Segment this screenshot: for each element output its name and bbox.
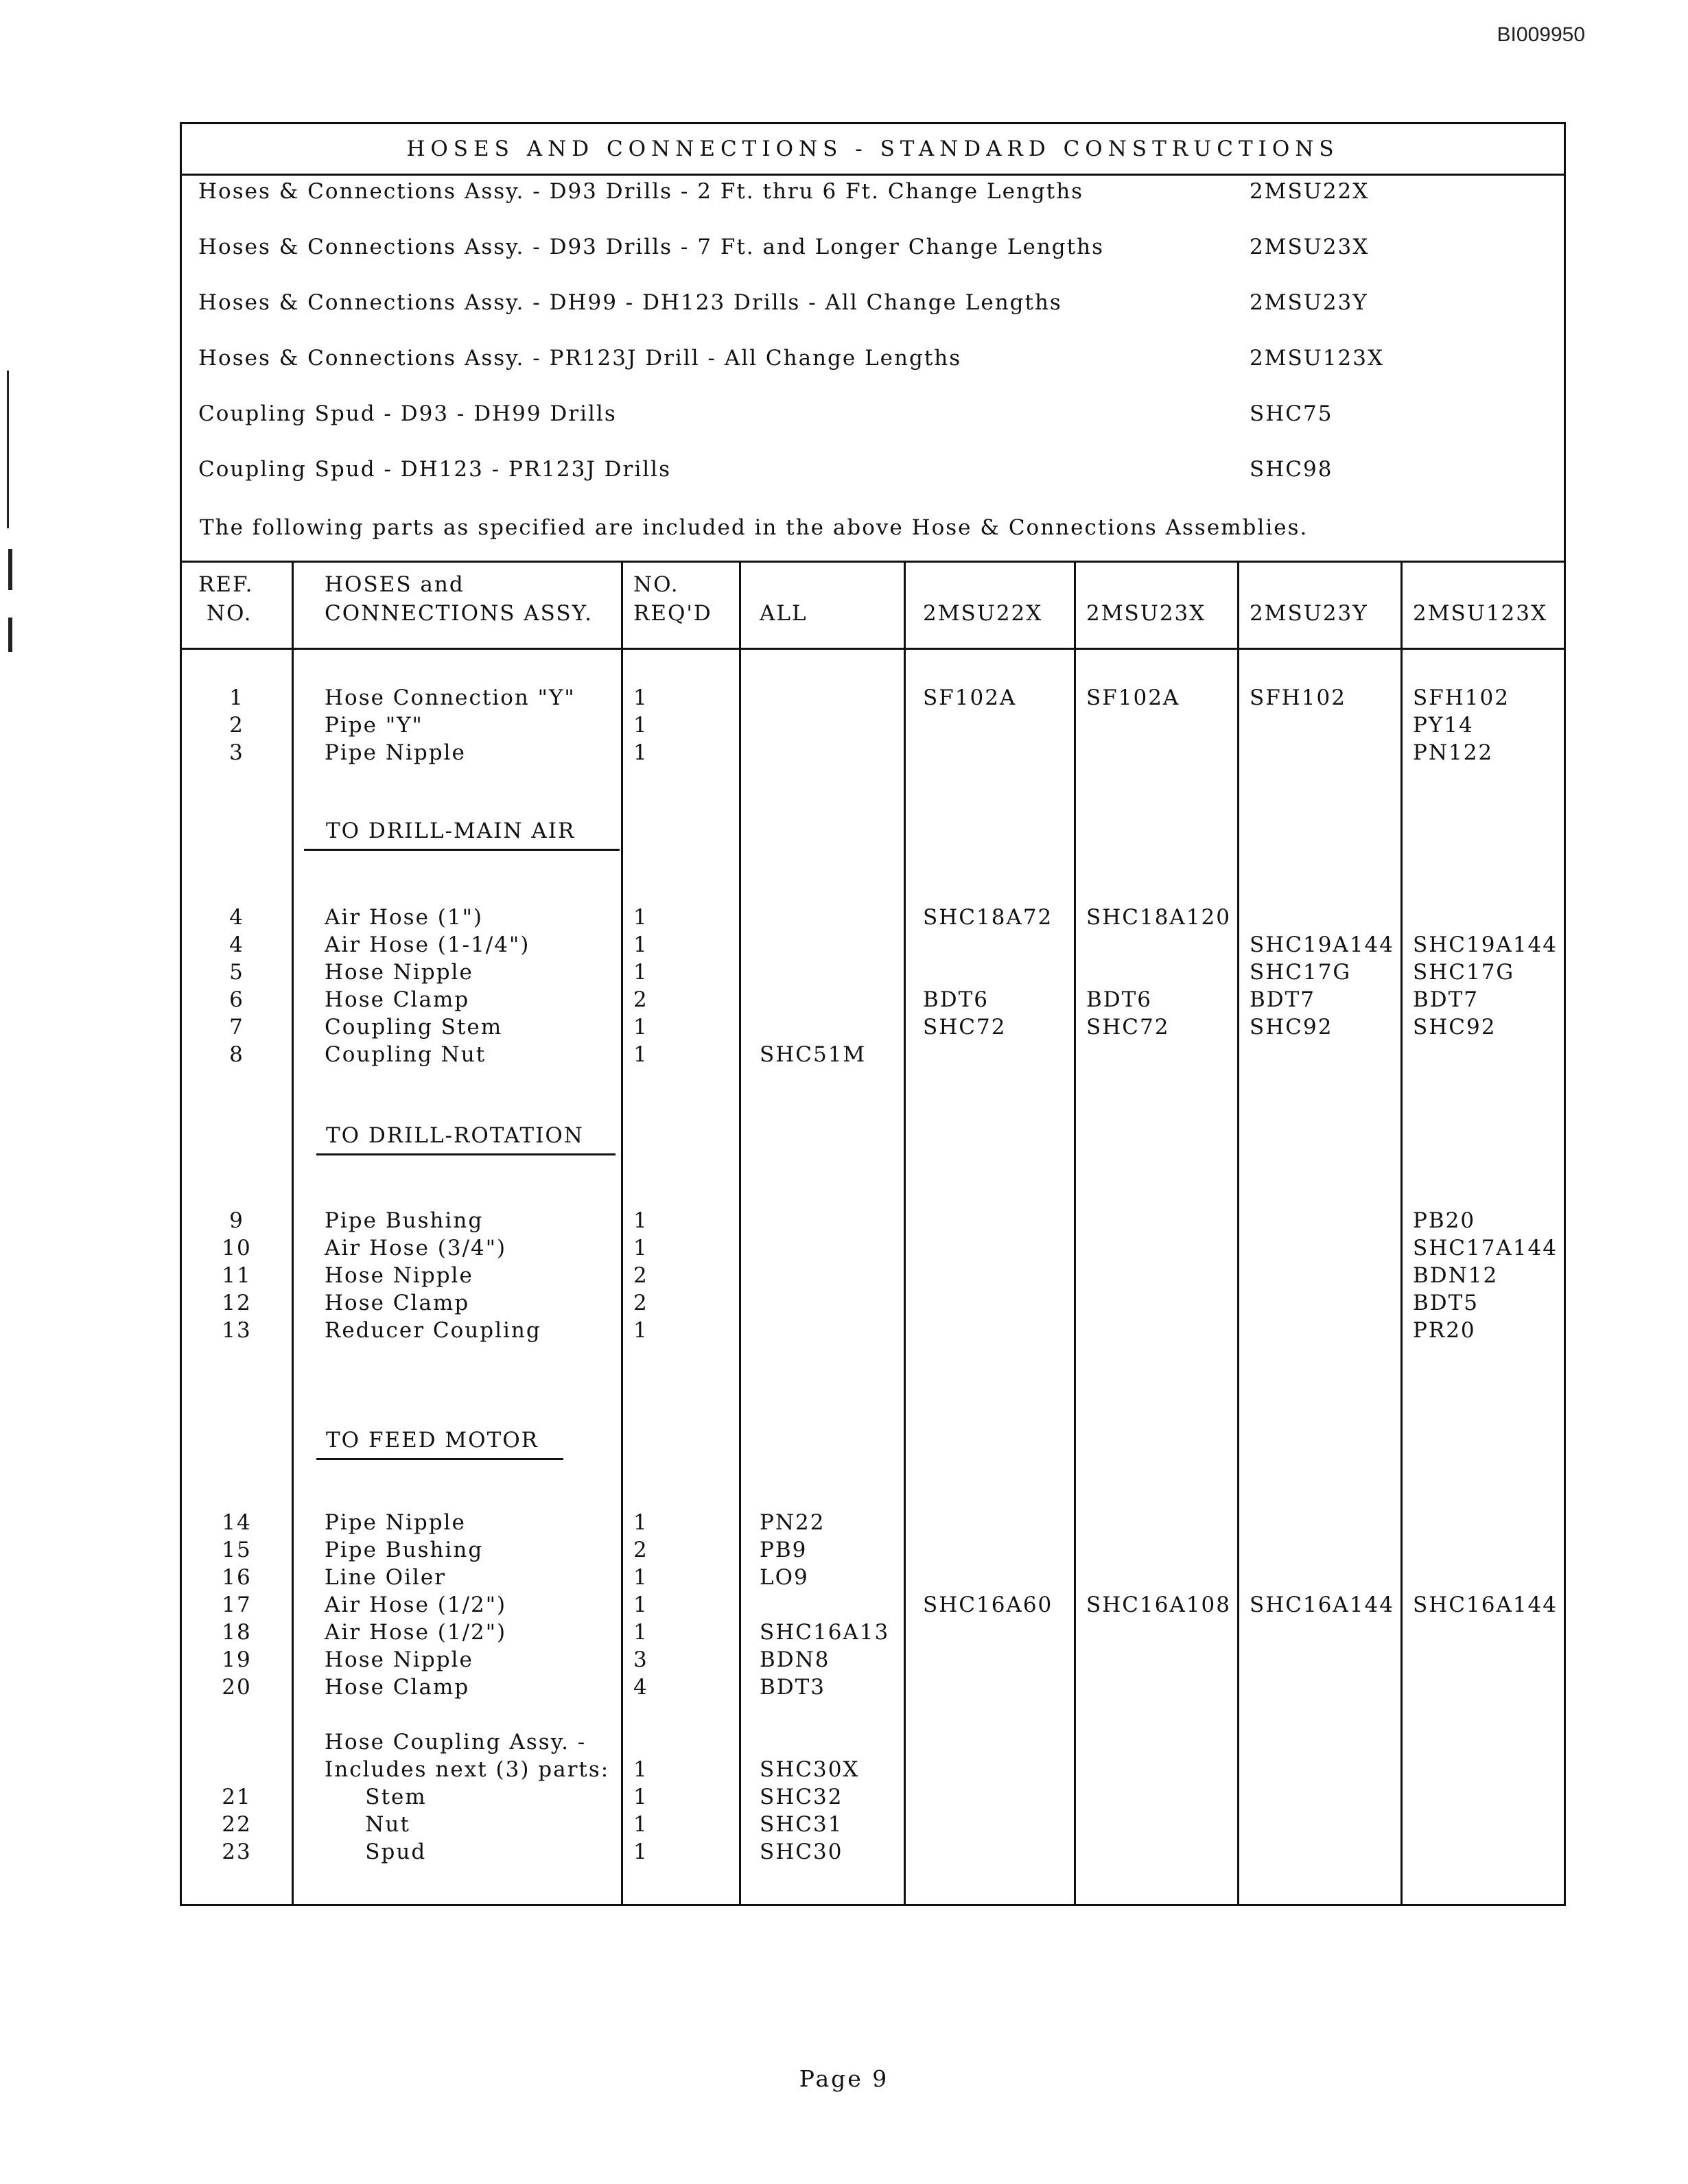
- header-all: ALL: [760, 601, 808, 626]
- assembly-code: 2MSU123X: [1250, 346, 1385, 371]
- quantity-cell: 4: [633, 1675, 648, 1700]
- part-name-cell: Pipe Bushing: [325, 1208, 484, 1233]
- part-name-cell: Air Hose (1/2"): [325, 1593, 507, 1617]
- column-divider: [1074, 561, 1076, 1904]
- assembly-row: [198, 346, 1543, 373]
- 2msu23x-part-cell: SHC72: [1086, 1015, 1170, 1040]
- all-models-part-cell: BDN8: [760, 1647, 830, 1672]
- all-models-part-cell: SHC31: [760, 1812, 843, 1837]
- ref-number-cell: 12: [222, 1291, 252, 1315]
- part-name-cell: Air Hose (1/2"): [325, 1620, 507, 1645]
- part-name-cell: Hose Coupling Assy. -: [325, 1730, 587, 1754]
- scan-edge-mark: [8, 618, 12, 652]
- assembly-code: 2MSU23Y: [1250, 290, 1368, 315]
- all-models-part-cell: SHC30: [760, 1840, 843, 1864]
- assembly-code: SHC75: [1250, 401, 1333, 426]
- all-models-part-cell: SHC51M: [760, 1042, 867, 1067]
- quantity-cell: 2: [633, 1263, 648, 1288]
- 2msu123x-part-cell: SHC19A144: [1413, 932, 1558, 957]
- 2msu22x-part-cell: SHC18A72: [923, 905, 1053, 930]
- ref-number-cell: 13: [222, 1318, 252, 1343]
- ref-number-cell: 22: [222, 1812, 252, 1837]
- part-name-cell: Includes next (3) parts:: [325, 1757, 610, 1782]
- all-models-part-cell: SHC32: [760, 1785, 843, 1809]
- ref-number-cell: 1: [229, 685, 244, 710]
- part-name-cell: Coupling Stem: [325, 1015, 503, 1040]
- part-name-cell: Hose Nipple: [325, 960, 473, 985]
- part-name-cell: Hose Nipple: [325, 1647, 473, 1672]
- 2msu123x-part-cell: PY14: [1413, 713, 1474, 738]
- assembly-code: 2MSU23X: [1250, 235, 1370, 259]
- all-models-part-cell: SHC30X: [760, 1757, 860, 1782]
- column-divider: [621, 561, 623, 1904]
- 2msu123x-part-cell: BDT5: [1413, 1291, 1479, 1315]
- quantity-cell: 1: [633, 1318, 648, 1343]
- ref-number-cell: 10: [222, 1236, 252, 1260]
- column-divider: [904, 561, 906, 1904]
- 2msu22x-part-cell: SHC72: [923, 1015, 1007, 1040]
- quantity-cell: 1: [633, 685, 648, 710]
- header-2msu23x: 2MSU23X: [1086, 601, 1206, 626]
- 2msu123x-part-cell: SFH102: [1413, 685, 1510, 710]
- section-underline: [316, 1458, 563, 1460]
- header-ref-no: REF. NO.: [198, 572, 254, 626]
- part-name-cell: Air Hose (3/4"): [325, 1236, 507, 1260]
- quantity-cell: 1: [633, 1510, 648, 1535]
- part-name-cell: Hose Connection "Y": [325, 685, 576, 710]
- page-number: Page 9: [799, 2065, 889, 2092]
- assembly-description: Hoses & Connections Assy. - D93 Drills - 7 Ft. and Longer Change Lengths: [198, 235, 1104, 259]
- 2msu123x-part-cell: SHC17G: [1413, 960, 1515, 985]
- 2msu123x-part-cell: BDT7: [1413, 987, 1479, 1012]
- 2msu23y-part-cell: SHC19A144: [1250, 932, 1394, 957]
- quantity-cell: 1: [633, 932, 648, 957]
- column-divider: [292, 561, 294, 1904]
- quantity-cell: 2: [633, 1291, 648, 1315]
- document-id: BI009950: [1497, 23, 1585, 46]
- part-name-cell: Hose Nipple: [325, 1263, 473, 1288]
- ref-number-cell: 9: [229, 1208, 244, 1233]
- part-name-cell: Air Hose (1-1/4"): [325, 932, 530, 957]
- quantity-cell: 1: [633, 1812, 648, 1837]
- scan-edge-mark: [8, 549, 12, 590]
- assembly-code: SHC98: [1250, 457, 1333, 482]
- assembly-row: [198, 179, 1543, 207]
- part-name-cell: Reducer Coupling: [325, 1318, 541, 1343]
- 2msu23y-part-cell: SFH102: [1250, 685, 1346, 710]
- ref-number-cell: 23: [222, 1840, 252, 1864]
- part-name-cell: Pipe Bushing: [325, 1538, 484, 1562]
- quantity-cell: 1: [633, 905, 648, 930]
- 2msu22x-part-cell: SF102A: [923, 685, 1017, 710]
- part-name-cell: Pipe Nipple: [325, 1510, 466, 1535]
- ref-number-cell: 17: [222, 1593, 252, 1617]
- part-name-cell: Hose Clamp: [325, 1291, 470, 1315]
- column-divider: [1400, 561, 1403, 1904]
- 2msu23x-part-cell: SHC18A120: [1086, 905, 1231, 930]
- part-name-cell: Pipe Nipple: [325, 740, 466, 765]
- assembly-row: [198, 457, 1543, 484]
- assembly-row: [198, 290, 1543, 318]
- scan-edge-mark: [7, 371, 9, 528]
- ref-number-cell: 2: [229, 713, 244, 738]
- quantity-cell: 1: [633, 1840, 648, 1864]
- ref-number-cell: 14: [222, 1510, 252, 1535]
- header-qty: NO. REQ'D: [633, 572, 712, 626]
- all-models-part-cell: SHC16A13: [760, 1620, 890, 1645]
- ref-number-cell: 5: [229, 960, 244, 985]
- table-title: HOSES AND CONNECTIONS - STANDARD CONSTRUCTIONS: [182, 124, 1564, 176]
- quantity-cell: 1: [633, 1620, 648, 1645]
- header-2msu123x: 2MSU123X: [1413, 601, 1548, 626]
- 2msu23y-part-cell: BDT7: [1250, 987, 1316, 1012]
- column-divider: [1237, 561, 1239, 1904]
- ref-number-cell: 4: [229, 905, 244, 930]
- assembly-code: 2MSU22X: [1250, 179, 1370, 204]
- 2msu23x-part-cell: SHC16A108: [1086, 1593, 1231, 1617]
- all-models-part-cell: PB9: [760, 1538, 808, 1562]
- quantity-cell: 3: [633, 1647, 648, 1672]
- quantity-cell: 1: [633, 713, 648, 738]
- part-name-cell: Pipe "Y": [325, 713, 423, 738]
- 2msu23y-part-cell: SHC92: [1250, 1015, 1333, 1040]
- ref-number-cell: 6: [229, 987, 244, 1012]
- assembly-row: [198, 235, 1543, 262]
- column-divider: [739, 561, 741, 1904]
- ref-number-cell: 18: [222, 1620, 252, 1645]
- part-name-cell: Spud: [325, 1840, 427, 1864]
- assembly-description: Hoses & Connections Assy. - DH99 - DH123 Drills - All Change Lengths: [198, 290, 1062, 315]
- 2msu23y-part-cell: SHC17G: [1250, 960, 1352, 985]
- quantity-cell: 1: [633, 1785, 648, 1809]
- part-name-cell: Air Hose (1"): [325, 905, 483, 930]
- ref-number-cell: 15: [222, 1538, 252, 1562]
- 2msu123x-part-cell: SHC17A144: [1413, 1236, 1558, 1260]
- all-models-part-cell: BDT3: [760, 1675, 826, 1700]
- header-2msu22x: 2MSU22X: [923, 601, 1043, 626]
- all-models-part-cell: LO9: [760, 1565, 809, 1590]
- 2msu123x-part-cell: SHC92: [1413, 1015, 1497, 1040]
- ref-number-cell: 16: [222, 1565, 252, 1590]
- part-name-cell: Line Oiler: [325, 1565, 447, 1590]
- header-bottom-rule: [182, 648, 1564, 650]
- part-name-cell: Hose Clamp: [325, 1675, 470, 1700]
- header-2msu23y: 2MSU23Y: [1250, 601, 1368, 626]
- quantity-cell: 1: [633, 1565, 648, 1590]
- section-underline: [304, 849, 620, 851]
- all-models-part-cell: PN22: [760, 1510, 825, 1535]
- header-name: HOSES and CONNECTIONS ASSY.: [325, 572, 593, 626]
- part-name-cell: Nut: [325, 1812, 410, 1837]
- 2msu123x-part-cell: PR20: [1413, 1318, 1476, 1343]
- quantity-cell: 1: [633, 960, 648, 985]
- ref-number-cell: 21: [222, 1785, 252, 1809]
- 2msu123x-part-cell: PB20: [1413, 1208, 1476, 1233]
- quantity-cell: 1: [633, 1042, 648, 1067]
- section-heading: TO DRILL-MAIN AIR: [326, 819, 576, 843]
- section-heading: TO FEED MOTOR: [326, 1428, 539, 1453]
- assembly-description: Hoses & Connections Assy. - D93 Drills - 2 Ft. thru 6 Ft. Change Lengths: [198, 179, 1084, 204]
- 2msu123x-part-cell: BDN12: [1413, 1263, 1499, 1288]
- 2msu123x-part-cell: PN122: [1413, 740, 1494, 765]
- quantity-cell: 1: [633, 1015, 648, 1040]
- 2msu23x-part-cell: BDT6: [1086, 987, 1153, 1012]
- 2msu22x-part-cell: SHC16A60: [923, 1593, 1053, 1617]
- 2msu22x-part-cell: BDT6: [923, 987, 989, 1012]
- ref-number-cell: 20: [222, 1675, 252, 1700]
- ref-number-cell: 19: [222, 1647, 252, 1672]
- quantity-cell: 1: [633, 1236, 648, 1260]
- ref-number-cell: 7: [229, 1015, 244, 1040]
- part-name-cell: Hose Clamp: [325, 987, 470, 1012]
- section-heading: TO DRILL-ROTATION: [326, 1123, 584, 1148]
- 2msu23y-part-cell: SHC16A144: [1250, 1593, 1394, 1617]
- quantity-cell: 2: [633, 987, 648, 1012]
- ref-number-cell: 11: [222, 1263, 252, 1288]
- ref-number-cell: 3: [229, 740, 244, 765]
- assembly-row: [198, 401, 1543, 429]
- assembly-description: Coupling Spud - D93 - DH99 Drills: [198, 401, 617, 426]
- quantity-cell: 1: [633, 1593, 648, 1617]
- part-name-cell: Stem: [325, 1785, 427, 1809]
- quantity-cell: 1: [633, 1208, 648, 1233]
- section-underline: [316, 1153, 616, 1155]
- 2msu123x-part-cell: SHC16A144: [1413, 1593, 1558, 1617]
- assembly-description: Hoses & Connections Assy. - PR123J Drill - All Change Lengths: [198, 346, 962, 371]
- part-name-cell: Coupling Nut: [325, 1042, 487, 1067]
- assembly-description: Coupling Spud - DH123 - PR123J Drills: [198, 457, 671, 482]
- ref-number-cell: 4: [229, 932, 244, 957]
- parts-table-frame: [180, 122, 1566, 1906]
- inclusion-note: The following parts as specified are included in the above Hose & Connections Assemblies.: [200, 515, 1309, 540]
- quantity-cell: 1: [633, 740, 648, 765]
- quantity-cell: 1: [633, 1757, 648, 1782]
- 2msu23x-part-cell: SF102A: [1086, 685, 1180, 710]
- quantity-cell: 2: [633, 1538, 648, 1562]
- ref-number-cell: 8: [229, 1042, 244, 1067]
- table-top-rule: [182, 561, 1564, 563]
